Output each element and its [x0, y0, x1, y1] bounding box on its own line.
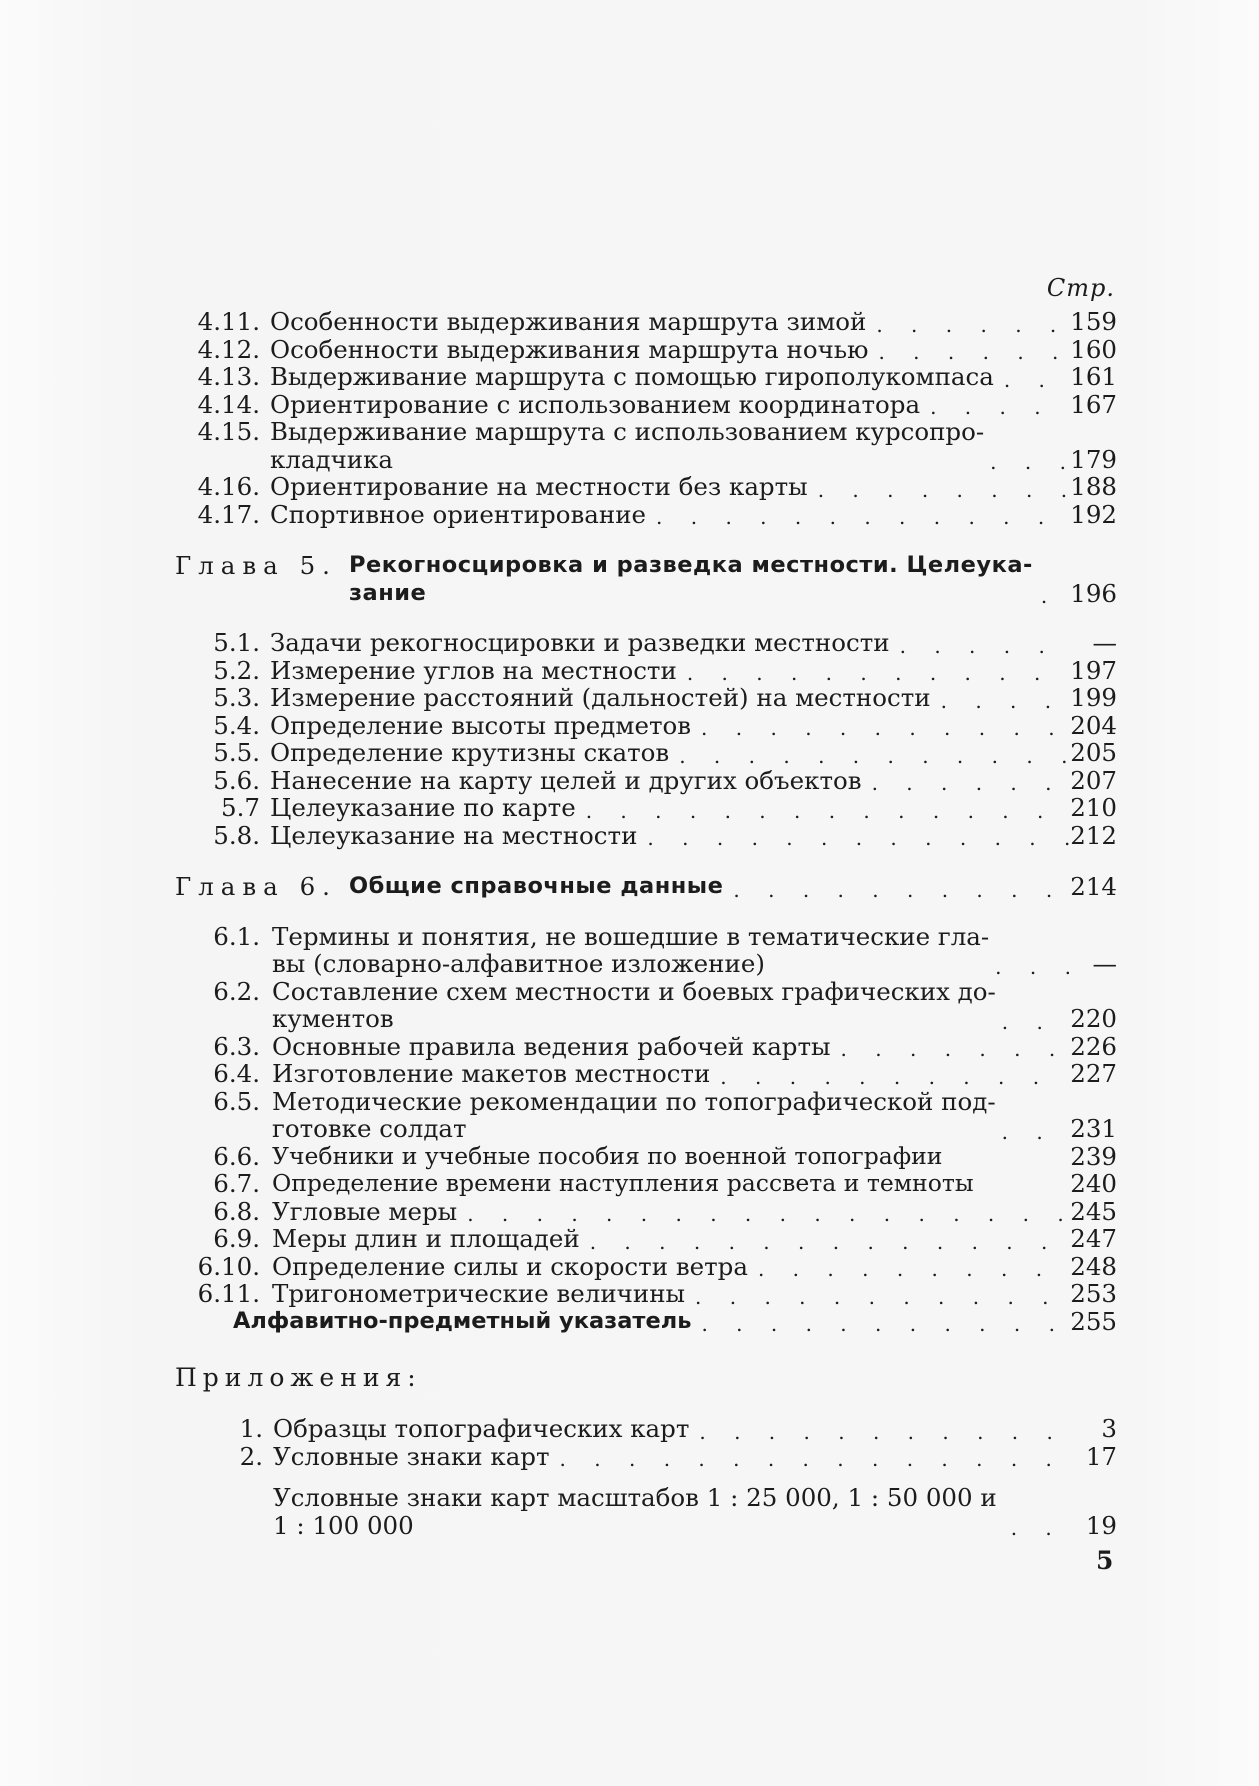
entry-page: 240 [1070, 1169, 1117, 1198]
entry-page: 192 [1070, 499, 1117, 529]
entry-title: Меры длин и площадей [272, 1224, 580, 1253]
leader-dots [590, 1231, 1069, 1253]
entry-number: 5.7 [221, 793, 260, 822]
entry-number: 4.12. [197, 334, 260, 364]
entry-page: 247 [1070, 1224, 1117, 1253]
entry-number: 5.8. [213, 820, 260, 850]
chapter-5-heading[interactable] [175, 552, 1117, 607]
entry-number: 6.1. [213, 921, 260, 951]
entry-page: — [1092, 628, 1117, 657]
toc-entry[interactable] [197, 822, 1117, 850]
entry-title: Целеуказание на местности [270, 820, 638, 850]
leader-dots [841, 1038, 1069, 1060]
chapter-title: Рекогносцировка и разведка местности. Целеука- зание [348, 552, 1033, 606]
entry-page: 17 [1085, 1441, 1117, 1471]
toc-entry[interactable] [197, 391, 1117, 419]
entry-title: Определение высоты предметов [270, 710, 692, 740]
entry-title: Составление схем местности и боевых графических до- кументов [272, 976, 996, 1033]
leader-dots [878, 341, 1069, 363]
entry-number: 5.5. [213, 738, 260, 767]
entry-title: Измерение углов на местности [270, 655, 677, 685]
entry-number: 6.10. [197, 1251, 260, 1281]
entry-number: 2. [239, 1441, 263, 1471]
leader-dots [1002, 1011, 1069, 1033]
leader-dots [1011, 1517, 1069, 1539]
entry-title: Выдерживание маршрута с помощью гирополукомпаса [270, 362, 994, 391]
entry-page: — [1092, 949, 1117, 978]
toc-entry[interactable] [197, 1088, 1117, 1143]
toc-entry[interactable] [197, 1280, 1117, 1308]
entry-page: 3 [1101, 1414, 1117, 1443]
entry-page: 220 [1070, 1004, 1117, 1033]
leader-dots [467, 1203, 1069, 1225]
toc-entry[interactable] [197, 712, 1117, 740]
entry-number: 4.15. [197, 417, 260, 446]
entry-page: 255 [1070, 1306, 1117, 1336]
leader-dots [733, 879, 1069, 901]
leader-dots [930, 396, 1069, 418]
entry-number: 6.8. [213, 1196, 260, 1226]
entry-title: Задачи рекогносцировки и разведки местности [270, 628, 890, 657]
chapter-label: Глава 6. [175, 872, 337, 901]
entry-number: 5.3. [213, 683, 260, 712]
leader-dots [695, 1286, 1069, 1308]
entry-title: Угловые меры [272, 1196, 458, 1226]
entry-title: Определение крутизны скатов [270, 738, 670, 767]
entry-page: 188 [1070, 472, 1117, 501]
leader-dots [647, 827, 1069, 849]
chapter-page: 196 [1070, 578, 1117, 608]
entry-page: 179 [1070, 444, 1117, 474]
chapter-6-heading[interactable] [175, 873, 1117, 901]
entry-title: Ориентирование на местности без карты [270, 472, 808, 501]
entry-number: 5.1. [213, 628, 260, 657]
entry-page: 197 [1070, 655, 1117, 685]
entry-title: Выдерживание маршрута с использованием курсопро- кладчика [270, 417, 985, 474]
entry-page: 19 [1085, 1510, 1117, 1540]
leader-dots [701, 717, 1069, 739]
toc-entry[interactable] [197, 1253, 1117, 1281]
entry-title: Изготовление макетов местности [272, 1059, 711, 1088]
leader-dots [900, 635, 1069, 657]
entry-number: 6.4. [213, 1059, 260, 1088]
chapter-label: Глава 5. [175, 551, 337, 580]
entry-title: Особенности выдерживания маршрута зимой [270, 307, 867, 336]
entry-title: Определение силы и скорости ветра [272, 1251, 748, 1281]
entry-title: Тригонометрические величины [272, 1279, 686, 1308]
toc-entry[interactable] [197, 1033, 1117, 1061]
toc-entry[interactable] [197, 336, 1117, 364]
leader-dots [758, 1258, 1069, 1280]
entry-page: 210 [1070, 793, 1117, 822]
alphabetical-index-entry[interactable] [233, 1308, 1117, 1336]
entry-number: 5.2. [213, 655, 260, 685]
entry-page: 248 [1070, 1251, 1117, 1281]
appendix-subentry[interactable] [273, 1484, 1117, 1539]
entry-page: 205 [1070, 738, 1117, 767]
leader-dots [656, 506, 1069, 528]
entry-page: 253 [1070, 1279, 1117, 1308]
table-of-contents [175, 274, 1117, 1540]
toc-entry[interactable] [197, 308, 1117, 336]
entry-page: 245 [1070, 1196, 1117, 1226]
toc-entry[interactable] [197, 1225, 1117, 1253]
toc-entry[interactable] [197, 978, 1117, 1033]
entry-title: Особенности выдерживания маршрута ночью [270, 334, 869, 364]
entry-title: Алфавитно-предметный указатель [233, 1307, 692, 1334]
leader-dots [990, 451, 1069, 473]
toc-entry[interactable] [197, 1170, 1117, 1198]
leader-dots [699, 1421, 1069, 1443]
entry-page: 212 [1070, 820, 1117, 850]
entry-number: 6.11. [197, 1279, 260, 1308]
entry-number: 4.14. [197, 389, 260, 419]
entry-number: 6.3. [213, 1031, 260, 1061]
leader-dots [560, 1448, 1069, 1470]
entry-number: 6.7. [213, 1169, 260, 1198]
leader-dots [1002, 1121, 1069, 1143]
entry-page: 207 [1070, 765, 1117, 795]
toc-entry[interactable] [197, 739, 1117, 767]
leader-dots [687, 662, 1069, 684]
toc-entry[interactable] [197, 1143, 1117, 1171]
toc-entry[interactable] [197, 473, 1117, 501]
entry-page: 204 [1070, 710, 1117, 740]
toc-entry[interactable] [197, 1060, 1117, 1088]
toc-entry[interactable] [197, 1198, 1117, 1226]
leader-dots [586, 800, 1069, 822]
appendix-entry[interactable] [197, 1443, 1117, 1471]
entry-number: 4.11. [197, 307, 260, 336]
leader-dots [701, 1313, 1069, 1335]
entry-number: 6.5. [213, 1086, 260, 1116]
entry-number: 4.16. [197, 472, 260, 501]
leader-dots [818, 479, 1069, 501]
entry-title: Нанесение на карту целей и других объектов [270, 765, 862, 795]
entry-page: 167 [1070, 389, 1117, 419]
toc-entry[interactable] [197, 923, 1117, 978]
chapter-page: 214 [1070, 872, 1117, 901]
entry-number: 5.6. [213, 765, 260, 795]
entry-page: 227 [1070, 1059, 1117, 1088]
entry-page: 161 [1070, 362, 1117, 391]
entry-page: 199 [1070, 683, 1117, 712]
appendix-entry[interactable] [197, 1415, 1117, 1443]
leader-dots [872, 772, 1069, 794]
entry-page: 239 [1070, 1141, 1117, 1171]
appendices-heading: Приложения: [175, 1363, 422, 1392]
entry-page: 226 [1070, 1031, 1117, 1061]
entry-title: Спортивное ориентирование [270, 499, 647, 529]
page-number: 5 [1096, 1546, 1114, 1575]
toc-entry[interactable] [197, 767, 1117, 795]
entry-number: 6.9. [213, 1224, 260, 1253]
toc-entry[interactable] [197, 794, 1117, 822]
toc-entry[interactable] [197, 684, 1117, 712]
entry-title: Условные знаки карт масштабов 1 : 25 000, 1 : 50 000 и 1 : 100 000 [273, 1483, 997, 1540]
entry-title: Учебники и учебные пособия по военной топографии [272, 1141, 943, 1170]
toc-entry[interactable] [197, 501, 1117, 529]
entry-title: Методические рекомендации по топографической под- готовке солдат [272, 1086, 996, 1143]
leader-dots [1004, 369, 1069, 391]
toc-entry[interactable] [197, 363, 1117, 391]
leader-dots [679, 745, 1069, 767]
toc-entry[interactable] [197, 418, 1117, 473]
entry-number: 6.2. [213, 976, 260, 1006]
entry-number: 6.6. [213, 1141, 260, 1171]
leader-dots [1041, 585, 1069, 607]
leader-dots [995, 956, 1069, 978]
toc-entry[interactable] [197, 629, 1117, 657]
entry-title: Образцы топографических карт [273, 1414, 690, 1443]
toc-entry[interactable] [197, 657, 1117, 685]
entry-title: Определение времени наступления рассвета и темноты [272, 1169, 974, 1197]
leader-dots [941, 690, 1069, 712]
entry-number: 5.4. [213, 710, 260, 740]
entry-title: Целеуказание по карте [270, 793, 576, 822]
entry-page: 160 [1070, 334, 1117, 364]
page-column-label: Стр. [1046, 274, 1115, 302]
leader-dots [720, 1066, 1069, 1088]
entry-number: 1. [239, 1414, 263, 1443]
leader-dots [876, 314, 1069, 336]
entry-number: 4.13. [197, 362, 260, 391]
chapter-title: Общие справочные данные [348, 873, 724, 899]
entry-number: 4.17. [197, 499, 260, 529]
entry-title: Измерение расстояний (дальностей) на местности [270, 683, 931, 712]
entry-page: 231 [1070, 1114, 1117, 1143]
entry-title: Условные знаки карт [273, 1441, 550, 1471]
entry-title: Основные правила ведения рабочей карты [272, 1031, 831, 1061]
entry-title: Термины и понятия, не вошедшие в тематические гла- вы (словарно-алфавитное изложение) [272, 921, 990, 978]
entry-title: Ориентирование с использованием координатора [270, 389, 921, 419]
entry-page: 159 [1070, 307, 1117, 336]
